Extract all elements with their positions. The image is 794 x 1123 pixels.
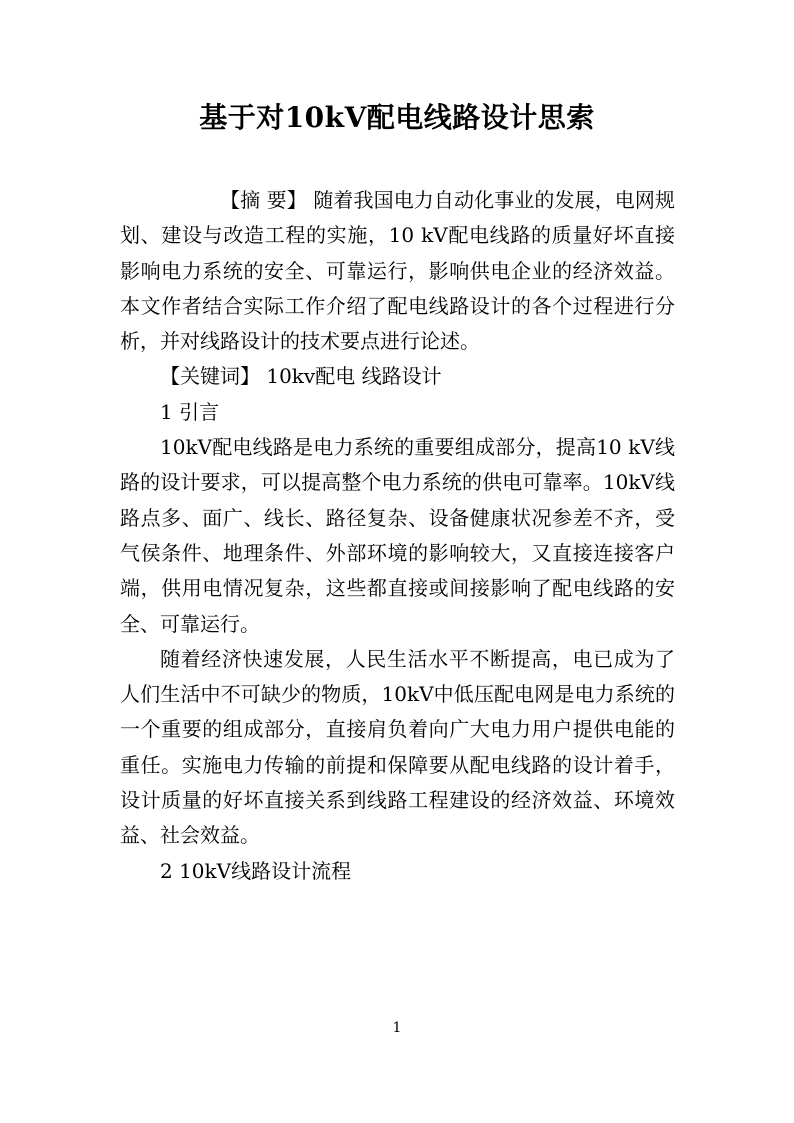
keywords-label: 【关键词】: [160, 364, 260, 389]
document-title: 基于对10kV配电线路设计思索: [199, 101, 595, 134]
body-paragraph-1: 10kV配电线路是电力系统的重要组成部分，提高10 kV线路的设计要求，可以提高整个电力系统的供电可靠率。10kV线路点多、面广、线长、路径复杂、设备健康状况参差不齐，受气侯条件、地理条件、外部环境的影响较大，又直接连接客户端，供用电情况复杂，这些都直接或间接影响了配电线路的安全、可靠运行。: [120, 435, 675, 636]
abstract-text: 随着我国电力自动化事业的发展，电网规划、建设与改造工程的实施，10 kV配电线路的质量好坏直接影响电力系统的安全、可靠运行，影响供电企业的经济效益。本文作者结合实际工作介绍了配电线路设计的各个过程进行分析，并对线路设计的技术要点进行论述。: [120, 188, 676, 354]
keywords-line: [120, 359, 675, 394]
abstract-label: 【摘 要】: [220, 188, 307, 212]
body-paragraph-2: 随着经济快速发展，人民生活水平不断提高，电已成为了人们生活中不可缺少的物质，10kV中低压配电网是电力系统的一个重要的组成部分，直接肩负着向广大电力用户提供电能的重任。实施电力传输的前提和保障要从配电线路的设计着手，设计质量的好坏直接关系到线路工程建设的经济效益、环境效益、社会效益。: [120, 646, 675, 848]
page-number: 1: [392, 1020, 402, 1036]
section-2-heading: 2 10kV线路设计流程: [160, 858, 352, 883]
keywords-text: 10kv配电 线路设计: [260, 364, 442, 389]
abstract-paragraph: [120, 183, 675, 359]
section-1-heading: 1 引言: [160, 399, 220, 424]
document-body: [120, 183, 675, 889]
